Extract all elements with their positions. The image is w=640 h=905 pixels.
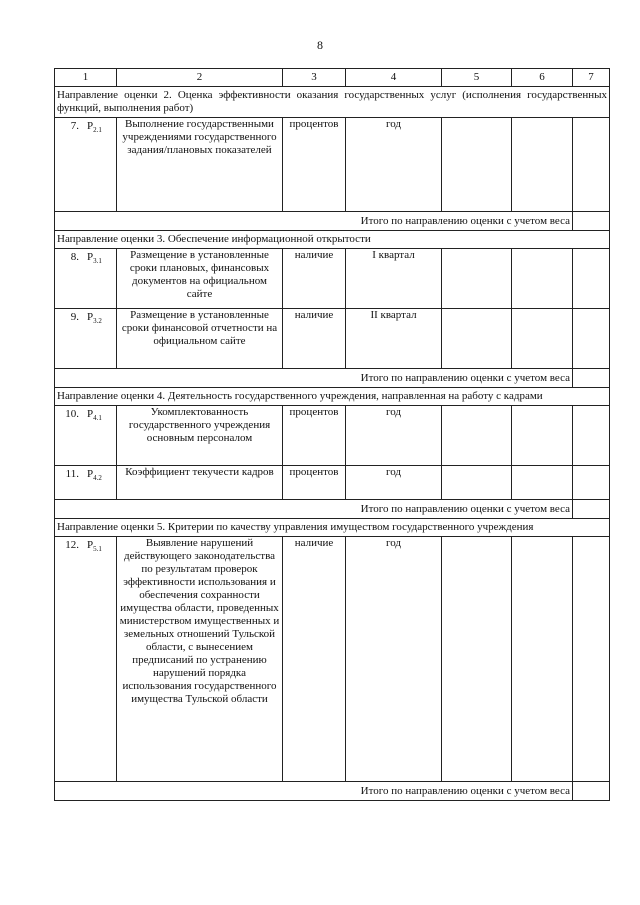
empty-cell-7: [573, 118, 610, 212]
empty-cell-7: [573, 466, 610, 500]
evaluation-table: [54, 68, 610, 801]
indicator-name: Коэффициент текучести кадров: [117, 466, 283, 500]
indicator-name: Выполнение государственными учреждениями государственного задания/плановых показателей: [117, 118, 283, 212]
period-cell: I квартал: [346, 249, 442, 309]
empty-cell-6: [512, 249, 573, 309]
indicator-name: Выявление нарушений действующего законодательства по результатам проверок эффективности использования и обеспечения сохранности имущества области, проведенных министерством имущественных и земельных отношений Тульской области, с вынесением предписаний по устранению нарушений порядка использования государственного имущества Тульской области: [117, 537, 283, 782]
table-row: [55, 406, 610, 466]
table-row: [55, 118, 610, 212]
empty-cell-5: [442, 537, 512, 782]
period-cell: год: [346, 406, 442, 466]
period-cell: год: [346, 537, 442, 782]
section-row: [55, 231, 610, 249]
period-cell: год: [346, 118, 442, 212]
header-cell: 1: [55, 69, 117, 87]
header-cell: 2: [117, 69, 283, 87]
indicator-code-index: 3.2: [93, 317, 102, 326]
unit-cell: наличие: [283, 537, 346, 782]
indicator-name: Размещение в установленные сроки финансовой отчетности на официальном сайте: [117, 309, 283, 369]
empty-cell-5: [442, 249, 512, 309]
total-label: Итого по направлению оценки с учетом веса: [55, 212, 573, 231]
table-row: [55, 537, 610, 782]
section-title: Направление оценки 5. Критерии по качеству управления имуществом государственного учреждения: [55, 519, 610, 537]
section-row: [55, 519, 610, 537]
row-number: 12.: [65, 539, 79, 551]
row-number: 8.: [70, 251, 79, 263]
indicator-code-letter: P: [87, 251, 94, 263]
table-row: [55, 466, 610, 500]
total-row: [55, 782, 610, 801]
total-value-cell: [573, 369, 610, 388]
total-value-cell: [573, 212, 610, 231]
empty-cell-6: [512, 406, 573, 466]
total-value-cell: [573, 782, 610, 801]
table-row: [55, 249, 610, 309]
indicator-code-letter: P: [87, 311, 94, 323]
empty-cell-7: [573, 537, 610, 782]
empty-cell-5: [442, 309, 512, 369]
indicator-code-index: 3.1: [93, 257, 102, 266]
header-cell: 6: [512, 69, 573, 87]
header-cell: 4: [346, 69, 442, 87]
indicator-name: Укомплектованность государственного учреждения основным персоналом: [117, 406, 283, 466]
empty-cell-6: [512, 537, 573, 782]
indicator-code: [87, 120, 102, 137]
row-number-cell: [55, 249, 117, 309]
total-row: [55, 212, 610, 231]
indicator-code: [87, 468, 102, 485]
indicator-code-index: 2.1: [93, 126, 102, 135]
header-cell: 7: [573, 69, 610, 87]
row-number-cell: [55, 466, 117, 500]
unit-cell: процентов: [283, 466, 346, 500]
empty-cell-7: [573, 249, 610, 309]
empty-cell-7: [573, 309, 610, 369]
empty-cell-6: [512, 118, 573, 212]
indicator-code: [87, 539, 102, 556]
empty-cell-6: [512, 466, 573, 500]
header-cell: 5: [442, 69, 512, 87]
total-row: [55, 369, 610, 388]
empty-cell-5: [442, 466, 512, 500]
page-number: 8: [317, 38, 323, 52]
indicator-code-index: 4.2: [93, 474, 102, 483]
empty-cell-5: [442, 406, 512, 466]
unit-cell: процентов: [283, 406, 346, 466]
indicator-code: [87, 251, 102, 268]
total-label: Итого по направлению оценки с учетом веса: [55, 782, 573, 801]
row-number-cell: [55, 406, 117, 466]
unit-cell: наличие: [283, 309, 346, 369]
total-row: [55, 500, 610, 519]
total-value-cell: [573, 500, 610, 519]
empty-cell-7: [573, 406, 610, 466]
table-row: [55, 309, 610, 369]
section-title: Направление оценки 2. Оценка эффективности оказания государственных услуг (исполнения государственных функций, выполнения работ): [55, 87, 610, 118]
section-title: Направление оценки 3. Обеспечение информационной открытости: [55, 231, 610, 249]
row-number-cell: [55, 118, 117, 212]
total-label: Итого по направлению оценки с учетом веса: [55, 369, 573, 388]
period-cell: год: [346, 466, 442, 500]
section-title: Направление оценки 4. Деятельность государственного учреждения, направленная на работу с кадрами: [55, 388, 610, 406]
indicator-code-letter: P: [87, 408, 94, 420]
row-number-cell: [55, 309, 117, 369]
indicator-name: Размещение в установленные сроки плановых, финансовых документов на официальном сайте: [117, 249, 283, 309]
indicator-code: [87, 408, 102, 425]
row-number: 11.: [65, 468, 79, 480]
row-number: 7.: [70, 120, 79, 132]
row-number: 10.: [65, 408, 79, 420]
indicator-code: [87, 311, 102, 328]
indicator-code-letter: P: [87, 539, 94, 551]
section-row: [55, 388, 610, 406]
total-label: Итого по направлению оценки с учетом веса: [55, 500, 573, 519]
indicator-code-index: 4.1: [93, 414, 102, 423]
section-row: [55, 87, 610, 118]
unit-cell: наличие: [283, 249, 346, 309]
indicator-code-letter: P: [87, 120, 94, 132]
empty-cell-6: [512, 309, 573, 369]
unit-cell: процентов: [283, 118, 346, 212]
period-cell: II квартал: [346, 309, 442, 369]
row-number: 9.: [70, 311, 79, 323]
indicator-code-index: 5.1: [93, 545, 102, 554]
indicator-code-letter: P: [87, 468, 94, 480]
header-row: [55, 69, 610, 87]
empty-cell-5: [442, 118, 512, 212]
header-cell: 3: [283, 69, 346, 87]
row-number-cell: [55, 537, 117, 782]
